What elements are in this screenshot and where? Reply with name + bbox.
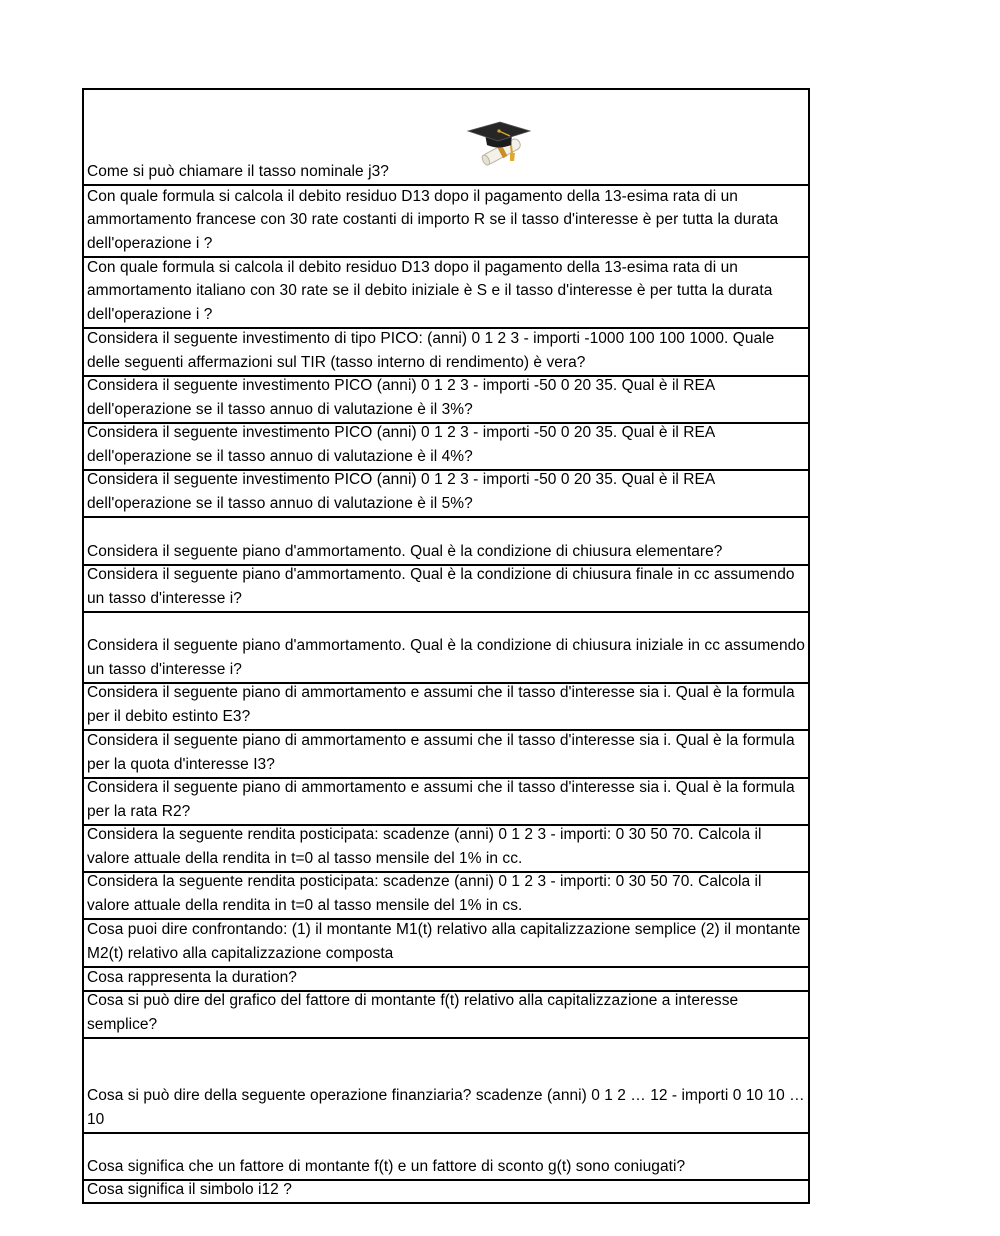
question-text: Cosa puoi dire confrontando: (1) il montante M1(t) relativo alla capitalizzazione semplice (2) il montante M2(t) relativo alla capitalizzazione composta <box>87 921 801 962</box>
table-row <box>84 871 808 918</box>
table-row <box>84 682 808 729</box>
question-text: Considera il seguente investimento PICO (anni) 0 1 2 3 - importi -50 0 20 35. Qual è il REA dell'operazione se il tasso annuo di valutazione è il 5%? <box>87 471 715 512</box>
table-row <box>84 327 808 375</box>
question-text: Con quale formula si calcola il debito residuo D13 dopo il pagamento della 13-esima rata di un ammortamento italiano con 30 rate se il debito iniziale è S e il tasso d'interesse è per tutta la durata dell'operazione i ? <box>87 258 773 323</box>
question-text: Come si può chiamare il tasso nominale j3? <box>87 162 389 180</box>
table-row <box>84 90 808 184</box>
table-row <box>84 256 808 327</box>
table-row <box>84 469 808 516</box>
table-row <box>84 1037 808 1132</box>
table-row <box>84 918 808 966</box>
question-text: Cosa rappresenta la duration? <box>87 968 297 986</box>
question-text: Considera il seguente piano d'ammortamento. Qual è la condizione di chiusura iniziale in cc assumendo un tasso d'interesse i? <box>87 637 805 678</box>
table-row <box>84 184 808 256</box>
question-text: Considera la seguente rendita posticipata: scadenze (anni) 0 1 2 3 - importi: 0 30 50 70. Calcola il valore attuale della rendita in t=0 al tasso mensile del 1% in cs. <box>87 873 762 914</box>
question-text: Considera il seguente piano di ammortamento e assumi che il tasso d'interesse sia i. Qual è la formula per la quota d'interesse I3? <box>87 732 795 773</box>
table-row <box>84 1179 808 1202</box>
table-row <box>84 990 808 1037</box>
table-row <box>84 777 808 824</box>
question-text: Cosa si può dire del grafico del fattore di montante f(t) relativo alla capitalizzazione a interesse semplice? <box>87 992 739 1033</box>
question-text: Considera il seguente piano d'ammortamento. Qual è la condizione di chiusura finale in cc assumendo un tasso d'interesse i? <box>87 566 795 607</box>
question-text: Considera il seguente piano d'ammortamento. Qual è la condizione di chiusura elementare? <box>87 542 723 560</box>
table-row <box>84 966 808 990</box>
question-text: Cosa significa il simbolo i12 ? <box>87 1180 292 1198</box>
table-row <box>84 729 808 777</box>
table-row <box>84 611 808 682</box>
question-text: Considera il seguente piano di ammortamento e assumi che il tasso d'interesse sia i. Qual è la formula per la rata R2? <box>87 779 795 820</box>
question-text: Considera il seguente investimento di tipo PICO: (anni) 0 1 2 3 - importi -1000 100 100 1000. Quale delle seguenti affermazioni sul TIR (tasso interno di rendimento) è vera? <box>87 330 775 371</box>
graduation-cap-diploma-icon <box>466 120 532 168</box>
question-text: Con quale formula si calcola il debito residuo D13 dopo il pagamento della 13-esima rata di un ammortamento francese con 30 rate costanti di importo R se il tasso d'interesse è per tutta la durata dell'operazione i ? <box>87 187 779 252</box>
question-text: Considera il seguente investimento PICO (anni) 0 1 2 3 - importi -50 0 20 35. Qual è il REA dell'operazione se il tasso annuo di valutazione è il 3%? <box>87 377 715 418</box>
table-row <box>84 564 808 611</box>
question-table <box>82 88 810 1204</box>
table-row <box>84 824 808 871</box>
table-row <box>84 516 808 564</box>
question-text: Considera il seguente investimento PICO (anni) 0 1 2 3 - importi -50 0 20 35. Qual è il REA dell'operazione se il tasso annuo di valutazione è il 4%? <box>87 424 715 465</box>
question-text: Cosa si può dire della seguente operazione finanziaria? scadenze (anni) 0 1 2 … 12 - importi 0 10 10 … 10 <box>87 1087 805 1128</box>
table-row <box>84 375 808 422</box>
question-text: Considera la seguente rendita posticipata: scadenze (anni) 0 1 2 3 - importi: 0 30 50 70. Calcola il valore attuale della rendita in t=0 al tasso mensile del 1% in cc. <box>87 826 762 867</box>
question-text: Cosa significa che un fattore di montante f(t) e un fattore di sconto g(t) sono coniugati? <box>87 1157 686 1175</box>
question-text: Considera il seguente piano di ammortamento e assumi che il tasso d'interesse sia i. Qual è la formula per il debito estinto E3? <box>87 684 795 725</box>
table-row <box>84 1132 808 1179</box>
table-row <box>84 422 808 469</box>
